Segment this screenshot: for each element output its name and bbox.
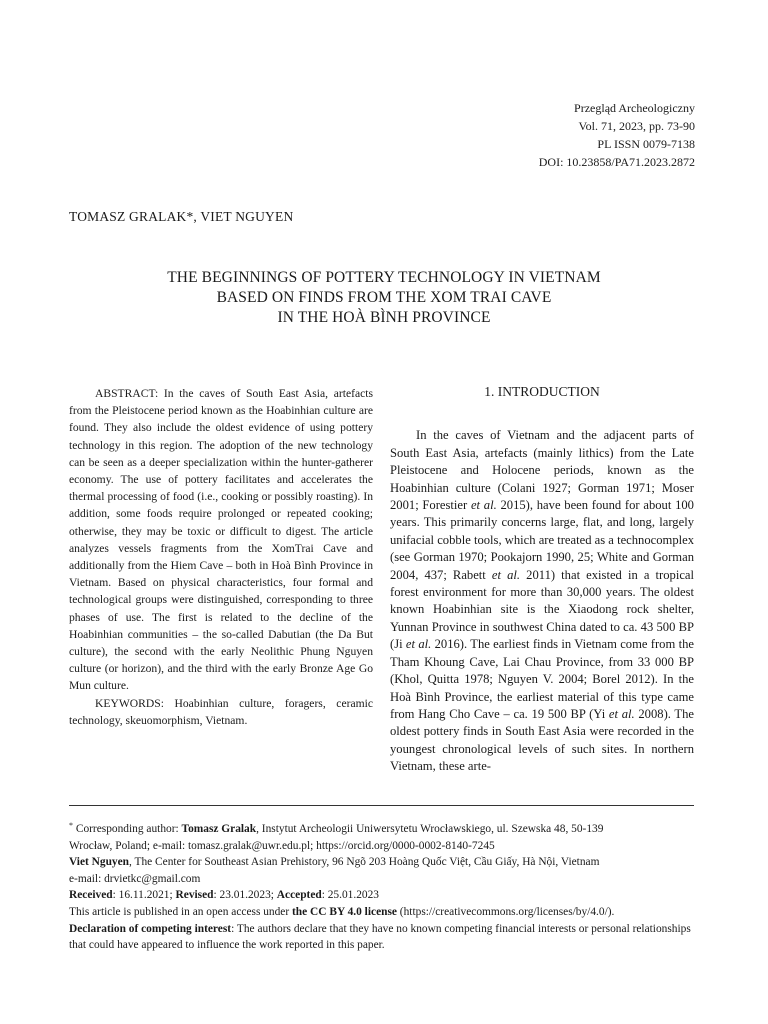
journal-name: Przegląd Archeologiczny [574,101,695,115]
accepted-label: Accepted [276,889,322,902]
footnote-divider [69,805,694,806]
license-text: This article is published in an open access under [69,905,293,918]
footnote-license [69,904,699,921]
footnote-text: Corresponding author: [73,823,182,835]
revised-label: Revised [175,889,214,902]
paper-title [69,268,699,328]
journal-volume: Vol. 71, 2023, pp. 73-90 [578,119,695,133]
license-name: the CC BY 4.0 license [292,905,397,918]
intro-text-segment: In the caves of Vietnam and the adjacent parts of South East Asia, artefacts (mainly lithics) from the Late Pleistocene and Holocene periods, known as the Hoabinhian culture (Colani 1927; Gorman 1971; Moser 2001; Forestier [390,428,694,513]
introduction-column [390,383,694,776]
footnote-author-name: Tomasz Gralak [181,823,257,835]
abstract-column [69,385,373,729]
license-url: (https://creativecommons.org/licenses/by/4.0/). [396,905,615,918]
keywords-text: KEYWORDS: Hoabinhian culture, foragers, ceramic technology, skeuomorphism, Vietnam. [69,696,373,727]
journal-doi: DOI: 10.23858/PA71.2023.2872 [538,155,695,169]
title-line-1: THE BEGINNINGS OF POTTERY TECHNOLOGY IN VIETNAM [167,269,601,286]
footnote-text: , Instytut Archeologii Uniwersytetu Wrocławskiego, ul. Szewska 48, 50-139 [256,823,604,835]
footnotes [69,821,699,954]
intro-text-segment: 2011) that existed in a tropical forest environment for more than 30,000 years. The oldest known Hoabinhian site is the Xiaodong rock shelter, Yunnan Province in southwest China dated to ca. 43 500 BP (Ji [390,567,695,652]
intro-etal: et al. [491,567,521,582]
intro-etal: et al. [608,706,635,721]
footnote-author-1-contact: Wrocław, Poland; e-mail: tomasz.gralak@uwr.edu.pl; https://orcid.org/0000-0002-8140-7245 [69,839,495,852]
footnote-text: , The Center for Southeast Asian Prehistory, 96 Ngõ 203 Hoàng Quốc Việt, Cầu Giấy, Hà Nội, Vietnam [129,856,600,869]
title-line-3: IN THE HOÀ BÌNH PROVINCE [277,309,491,326]
footnote-marker: * [69,821,73,830]
author-line: TOMASZ GRALAK*, VIET NGUYEN [69,209,294,224]
footnote-author-2 [69,854,699,871]
title-line-2: BASED ON FINDS FROM THE XOM TRAI CAVE [216,289,552,306]
abstract-text: ABSTRACT: In the caves of South East Asia, artefacts from the Pleistocene period known as the Hoabinhian culture are found. They also include the oldest evidence of using pottery technology in this region. The adoption of the new technology can be seen as a deeper specialization within the hunter-gatherer economy. The use of pottery facilitates and accelerates the thermal processing of food (i.e., cooking or possibly roasting). In addition, some foods require prolonged or repeated cooking; otherwise, they may be toxic or difficult to digest. The article analyzes vessels fragments from the XomTrai Cave and additionally from the Hiem Cave – both in Hoà Bình Province in Vietnam. Based on physical characteristics, four formal and technological groups were distinguished, corresponding to three phases of use. The first is related to the decline of the Hoabinhian communities – the so-called Dabutian (the Da But culture), the second with the early Neolithic Phung Nguyen culture (or horizon), and the third with the early Bronze Age Go Mun culture. [69,387,373,693]
footnote-author-1 [69,821,699,838]
intro-text-segment: 2008). The oldest pottery finds in South East Asia were recorded in the youngest chronological levels of such sites. In northern Vietnam, these arte- [390,706,694,774]
journal-info [539,99,695,171]
intro-etal: et al. [470,498,497,513]
journal-issn: PL ISSN 0079-7138 [597,137,695,151]
revised-date: : 23.01.2023; [213,889,277,902]
intro-etal: et al. [405,637,432,652]
footnote-author-name: Viet Nguyen [69,856,130,869]
intro-text-segment: 2016). The earliest finds in Vietnam come from the Tham Khoung Cave, Lai Chau Province, from 33 000 BP (Khol, Quitta 1978; Nguyen V. 2004; Borel 2012). In the Hoà Bình Province, the earliest material of this type came from Hang Cho Cave – ca. 19 500 BP (Yi [390,637,694,721]
competing-text: : The authors declare that they have no known competing financial interests or personal relationships that could have appeared to influence the work reported in this paper. [69,922,691,952]
received-label: Received [69,889,113,902]
introduction-paragraph [390,427,694,775]
accepted-date: : 25.01.2023 [321,889,379,902]
received-date: : 16.11.2021; [112,889,176,902]
intro-text-segment: 2015), have been found for about 100 years. This primarily concerns large, flat, and long, largely unifacial cobble tools, which are treated as a technocomplex (see Gorman 1970; Pookajorn 1990, 25; White and Gorman 2004, 437; Rabett [390,498,694,582]
footnote-author-2-contact: e-mail: drvietkc@gmail.com [69,872,201,885]
competing-label: Declaration of competing interest [69,922,232,935]
footnote-dates [69,887,699,904]
section-heading: 1. INTRODUCTION [484,384,600,399]
footnote-competing-interest [69,921,699,954]
